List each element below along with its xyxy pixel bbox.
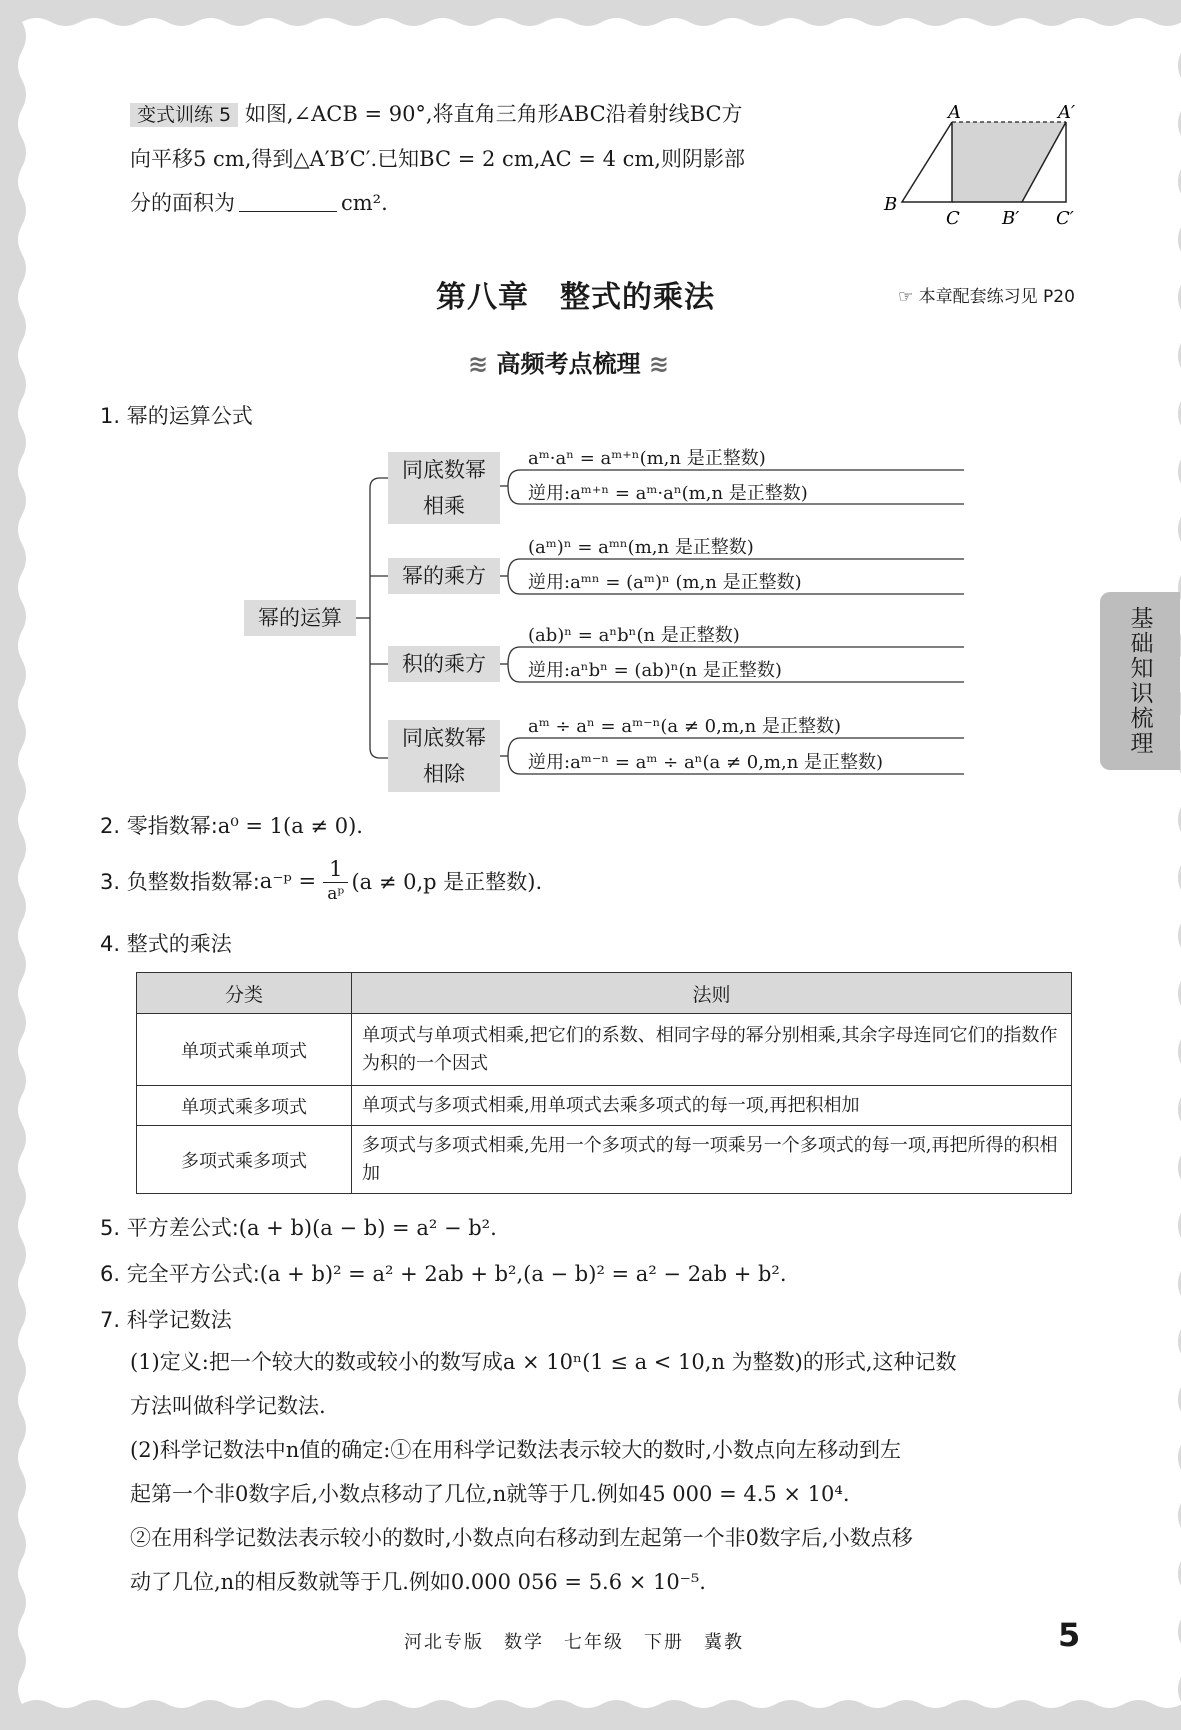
section-title: ≋ 高频考点梳理 ≋ xyxy=(468,350,669,378)
footer-text: 河北专版 数学 七年级 下册 冀教 xyxy=(404,1632,744,1653)
exercise-line2: 向平移5 cm,得到△A′B′C′.已知BC = 2 cm,AC = 4 cm,则阴影部 xyxy=(130,147,745,171)
formula-product-reverse: 逆用:aⁿbⁿ = (ab)ⁿ(n 是正整数) xyxy=(528,660,782,681)
wave-right-icon: ≋ xyxy=(648,350,669,378)
label-A-prime: A′ xyxy=(1058,102,1076,123)
item7-p1a: (1)定义:把一个较大的数或较小的数写成a × 10ⁿ(1 ≤ a < 10,n 为整数)的形式,这种记数 xyxy=(130,1350,957,1374)
item7-p1b: 方法叫做科学记数法. xyxy=(130,1394,326,1418)
table-row: 多项式乘多项式 多项式与多项式相乘,先用一个多项式的每一项乘另一个多项式的每一项,再把所得的积相加 xyxy=(137,1126,1072,1194)
chapter-title: 第八章 整式的乘法 xyxy=(436,280,715,315)
table-row: 单项式乘多项式 单项式与多项式相乘,用单项式去乘多项式的每一项,再把积相加 xyxy=(137,1086,1072,1126)
formula-product: (ab)ⁿ = aⁿbⁿ(n 是正整数) xyxy=(528,625,740,646)
branch-multiply-same-base: 同底数幂 相乘 xyxy=(388,452,500,524)
side-tab[interactable]: 基础知识梳理 xyxy=(1100,592,1180,770)
wave-left-icon: ≋ xyxy=(468,350,489,378)
branch-divide-same-base: 同底数幂 相除 xyxy=(388,720,500,792)
table-row: 单项式乘单项式 单项式与单项式相乘,把它们的系数、相同字母的幂分别相乘,其余字母连同它们的指数作为积的一个因式 xyxy=(137,1014,1072,1086)
item1-heading: 1. 幂的运算公式 xyxy=(100,404,253,428)
item7-p2a: (2)科学记数法中n值的确定:①在用科学记数法表示较大的数时,小数点向左移动到左 xyxy=(130,1438,902,1462)
exercise-line3-after: cm². xyxy=(341,191,388,215)
header-category: 分类 xyxy=(137,973,352,1014)
item3: 3. 负整数指数幂: a⁻ᵖ = 1 aᵖ (a ≠ 0,p 是正整数). xyxy=(100,857,543,904)
label-C-prime: C′ xyxy=(1056,208,1074,229)
item2: 2. 零指数幂:a⁰ = 1(a ≠ 0). xyxy=(100,814,363,838)
formula-divide-reverse: 逆用:aᵐ⁻ⁿ = aᵐ ÷ aⁿ(a ≠ 0,m,n 是正整数) xyxy=(528,752,884,773)
exercise-line1: 如图,∠ACB = 90°,将直角三角形ABC沿着射线BC方 xyxy=(244,102,743,126)
branch-power-of-power: 幂的乘方 xyxy=(388,558,500,594)
label-B: B xyxy=(884,194,898,215)
item6: 6. 完全平方公式:(a + b)² = a² + 2ab + b²,(a − b)² = a² − 2ab + b². xyxy=(100,1262,787,1286)
formula-divide: aᵐ ÷ aⁿ = aᵐ⁻ⁿ(a ≠ 0,m,n 是正整数) xyxy=(528,716,841,737)
label-A: A xyxy=(948,102,961,123)
formula-multiply: aᵐ·aⁿ = aᵐ⁺ⁿ(m,n 是正整数) xyxy=(528,448,766,469)
fraction: 1 aᵖ xyxy=(323,856,348,905)
item4-heading: 4. 整式的乘法 xyxy=(100,932,232,956)
formula-power: (aᵐ)ⁿ = aᵐⁿ(m,n 是正整数) xyxy=(528,537,754,558)
label-B-prime: B′ xyxy=(1002,208,1020,229)
item7-p3b: 动了几位,n的相反数就等于几.例如0.000 056 = 5.6 × 10⁻⁵. xyxy=(130,1570,706,1594)
label-C: C xyxy=(946,208,960,229)
multiplication-rules-table xyxy=(136,972,1072,1194)
branch-power-of-product: 积的乘方 xyxy=(388,646,500,682)
mindmap-root: 幂的运算 xyxy=(244,600,356,636)
item5: 5. 平方差公式:(a + b)(a − b) = a² − b². xyxy=(100,1216,497,1240)
chapter-ref[interactable]: ☞ 本章配套练习见 P20 xyxy=(898,287,1075,307)
formula-multiply-reverse: 逆用:aᵐ⁺ⁿ = aᵐ·aⁿ(m,n 是正整数) xyxy=(528,483,808,504)
item7-p2b: 起第一个非0数字后,小数点移动了几位,n就等于几.例如45 000 = 4.5 × 10⁴. xyxy=(130,1482,850,1506)
item7-p3a: ②在用科学记数法表示较小的数时,小数点向右移动到左起第一个非0数字后,小数点移 xyxy=(130,1526,913,1550)
pointing-hand-icon: ☞ xyxy=(898,287,914,307)
exercise-line3-before: 分的面积为 xyxy=(130,191,235,215)
exercise-tag: 变式训练 5 xyxy=(130,103,238,127)
header-rule: 法则 xyxy=(352,973,1072,1014)
page-number: 5 xyxy=(1058,1616,1081,1654)
item7-body xyxy=(130,1340,1086,1604)
item7-heading: 7. 科学记数法 xyxy=(100,1308,232,1332)
formula-power-reverse: 逆用:aᵐⁿ = (aᵐ)ⁿ (m,n 是正整数) xyxy=(528,572,802,593)
